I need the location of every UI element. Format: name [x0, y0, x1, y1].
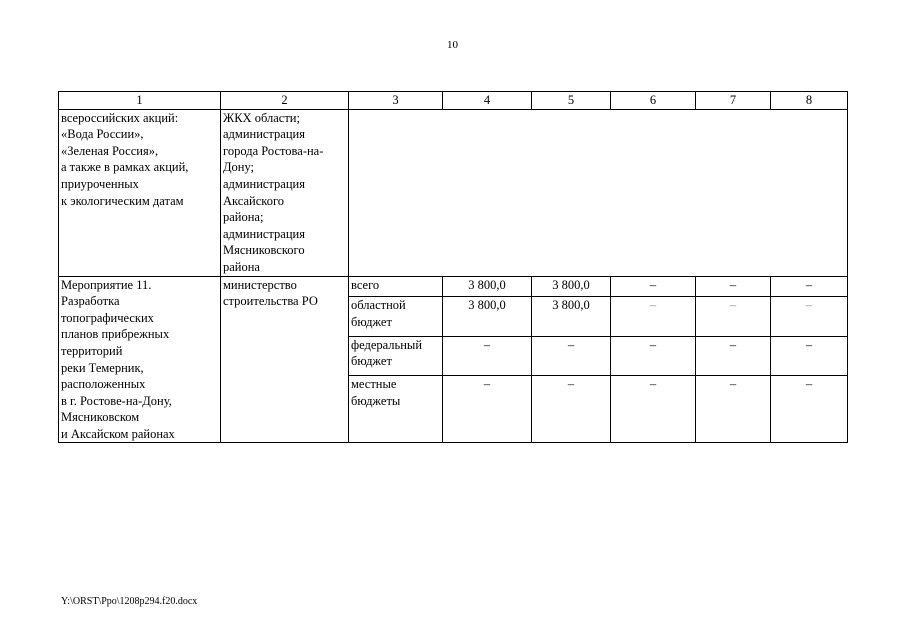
value-cell: –: [696, 276, 771, 296]
table-row: [59, 276, 848, 296]
value-cell: 3 800,0: [532, 296, 611, 336]
header-cell: 7: [696, 92, 771, 110]
value-cell: –: [611, 336, 696, 376]
header-cell: 6: [611, 92, 696, 110]
responsible-executors: ЖКХ области; администрация города Ростова-на- Дону; администрация Аксайского района; администрация Мясниковского района: [221, 109, 349, 276]
value-cell: –: [771, 296, 848, 336]
value-cell: –: [611, 276, 696, 296]
funding-source: местные бюджеты: [349, 376, 443, 443]
value-cell: –: [696, 336, 771, 376]
value-cell: –: [771, 276, 848, 296]
funding-source: федеральный бюджет: [349, 336, 443, 376]
value-cell: 3 800,0: [532, 276, 611, 296]
header-row: [59, 92, 848, 110]
value-cell: –: [771, 376, 848, 443]
value-cell: –: [532, 336, 611, 376]
header-cell: 8: [771, 92, 848, 110]
value-cell: –: [771, 336, 848, 376]
activity-description: всероссийских акций: «Вода России», «Зеленая Россия», а также в рамках акций, приуроченных к экологическим датам: [59, 109, 221, 276]
value-cell: –: [443, 336, 532, 376]
header-cell: 4: [443, 92, 532, 110]
value-cell: –: [696, 376, 771, 443]
value-cell: 3 800,0: [443, 296, 532, 336]
funding-source: всего: [349, 276, 443, 296]
header-cell: 2: [221, 92, 349, 110]
value-cell: –: [532, 376, 611, 443]
program-table: [58, 91, 848, 443]
header-cell: 3: [349, 92, 443, 110]
measure-executor: министерство строительства РО: [221, 276, 349, 443]
file-path-footer: Y:\ORST\Ppo\1208p294.f20.docx: [61, 596, 198, 607]
value-cell: 3 800,0: [443, 276, 532, 296]
value-cell: –: [696, 296, 771, 336]
funding-source: областной бюджет: [349, 296, 443, 336]
value-cell: –: [611, 376, 696, 443]
header-cell: 1: [59, 92, 221, 110]
empty-cell: [349, 109, 848, 276]
table-row: [59, 109, 848, 276]
value-cell: –: [611, 296, 696, 336]
header-cell: 5: [532, 92, 611, 110]
page-number: 10: [447, 39, 458, 51]
measure-title: Мероприятие 11. Разработка топографических планов прибрежных территорий реки Темерник, расположенных в г. Ростове-на-Дону, Мясниковском и Аксайском районах: [59, 276, 221, 443]
value-cell: –: [443, 376, 532, 443]
